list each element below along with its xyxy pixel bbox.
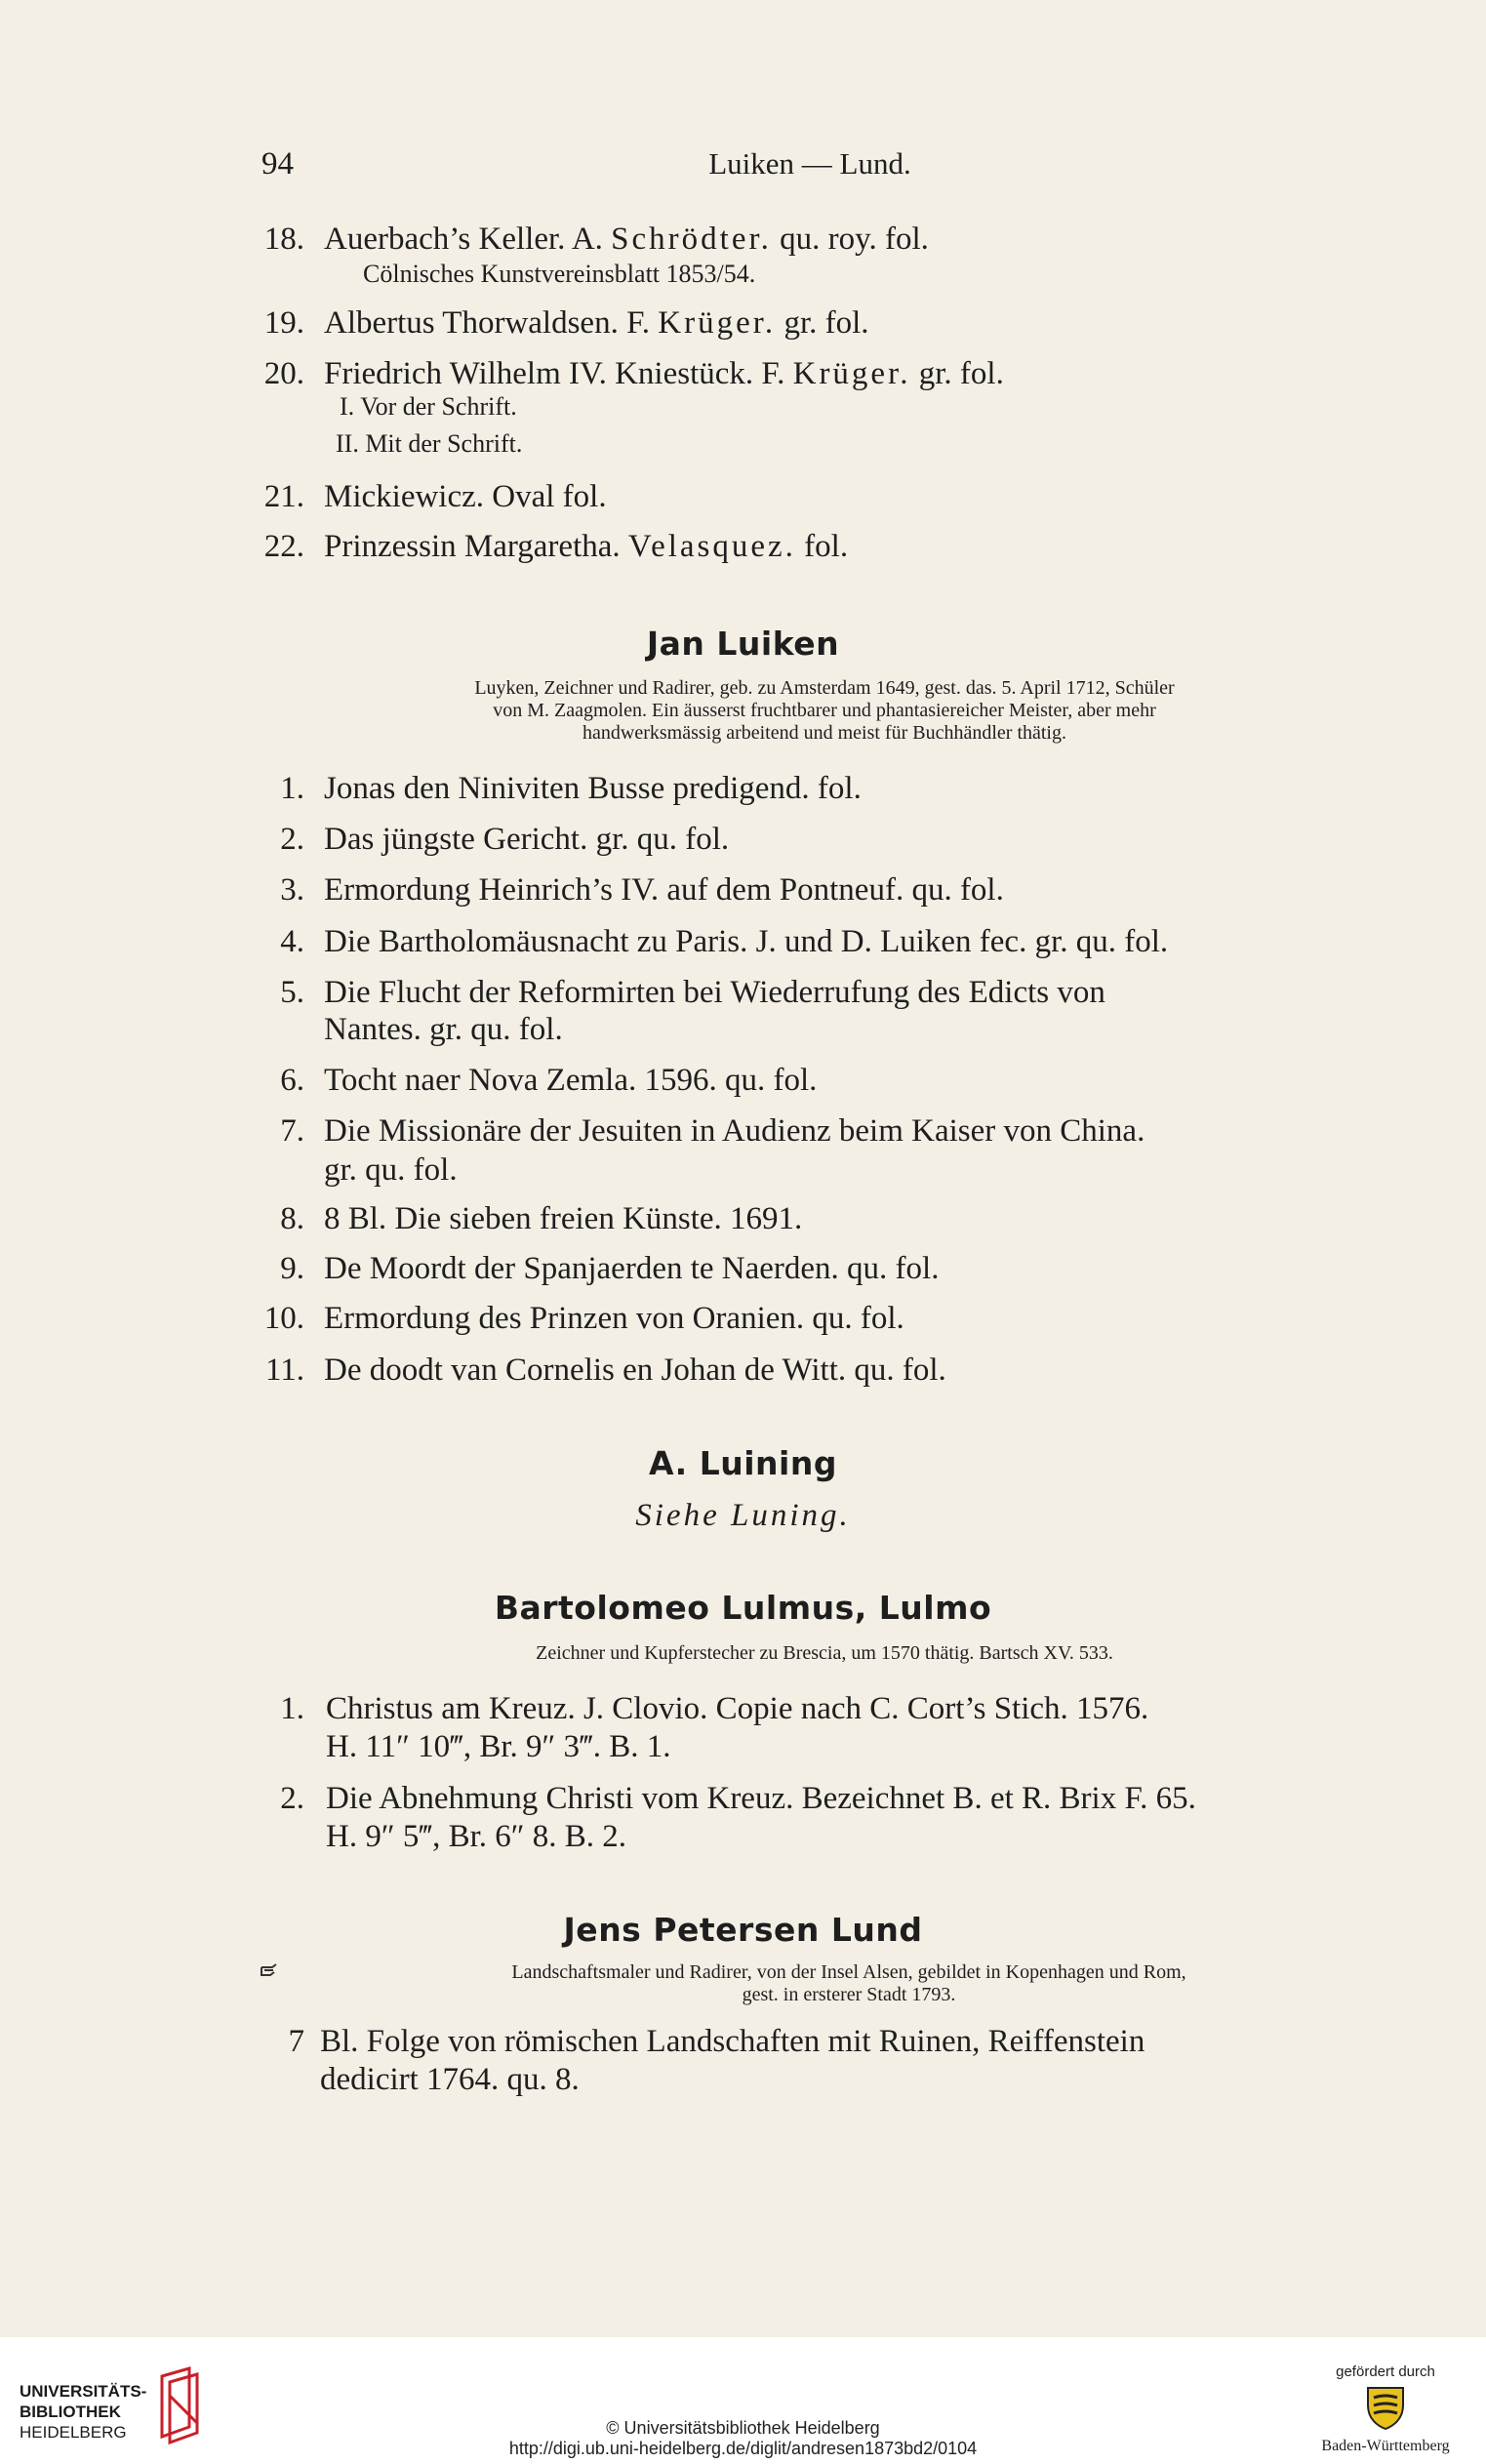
logo-line: HEIDELBERG [20,2423,127,2442]
permalink[interactable]: http://digi.ub.uni-heidelberg.de/diglit/andresen1873bd2/0104 [508,2439,978,2458]
entry-continuation: H. 9″ 5‴, Br. 6″ 8. B. 2. [326,1819,627,1854]
entry-number: 18. [263,222,304,257]
artist-bio [312,1961,1386,2006]
entry-text: Ermordung des Prinzen von Oranien. qu. fol. [324,1301,904,1336]
bio-line: gest. in ersterer Stadt 1793. [742,1984,956,2005]
entry-format: gr. fol. [776,305,869,341]
entry-text: Die Bartholomäusnacht zu Paris. J. und D. Luiken fec. gr. qu. fol. [324,924,1169,959]
page-number: 94 [261,146,294,182]
logo-line: BIBLIOTHEK [20,2403,121,2421]
bio-line: handwerksmässig arbeitend und meist für Buchhändler thätig. [582,722,1066,744]
entry-text: Tocht naer Nova Zemla. 1596. qu. fol. [324,1063,818,1098]
entry-format: gr. fol. [910,356,1004,391]
entry-text: Friedrich Wilhelm IV. Kniestück. F. [324,356,793,391]
bio-line: Landschaftsmaler und Radirer, von der Insel Alsen, gebildet in Kopenhagen und Rom, [511,1961,1186,1983]
entry-text: Die Missionäre der Jesuiten in Audienz beim Kaiser von China. [324,1113,1145,1149]
entry-artist: Schrödter. [611,222,772,257]
entry-number: 9. [280,1251,304,1286]
entry-format: qu. roy. fol. [771,222,929,257]
entry-format: fol. [795,529,849,564]
funder-name: Baden-Württemberg [1321,2438,1450,2454]
copyright-notice: © Universitätsbibliothek Heidelberg [606,2418,880,2438]
entry-number: 8. [280,1201,304,1236]
artist-bio [273,677,1376,745]
entry-continuation: H. 11″ 10‴, Br. 9″ 3‴. B. 1. [326,1729,671,1764]
entry-number: 20. [263,356,304,391]
entry-number: 6. [280,1063,304,1098]
entry-text: De Moordt der Spanjaerden te Naerden. qu. fol. [324,1251,940,1286]
entry-note: II. Mit der Schrift. [336,429,523,458]
entry-number: 19. [263,305,304,341]
entry-text: 8 Bl. Die sieben freien Künste. 1691. [324,1201,803,1236]
section-heading: A. Luining [649,1444,837,1482]
entry-text: Albertus Thorwaldsen. F. [324,305,659,341]
entry-text: Das jüngste Gericht. gr. qu. fol. [324,822,730,857]
entry-continuation: gr. qu. fol. [324,1152,458,1188]
bio-line: Luyken, Zeichner und Radirer, geb. zu Amsterdam 1649, gest. das. 5. April 1712, Schüler [474,677,1175,699]
pointing-hand-icon [261,1963,280,1979]
coat-of-arms-icon [1364,2384,1407,2431]
running-title: Luiken — Lund. [708,146,911,181]
entry-artist: Krüger. [658,305,777,341]
entry-note: I. Vor der Schrift. [340,392,517,421]
section-heading: Jan Luiken [646,625,840,663]
entry-text: Bl. Folge von römischen Landschaften mit Ruinen, Reiffenstein [320,2024,1145,2059]
entry-number: 2. [280,822,304,857]
entry-number: 2. [280,1781,304,1816]
bio-line: von M. Zaagmolen. Ein äusserst fruchtbarer und phantasiereicher Meister, aber mehr [493,700,1156,721]
entry-number: 3. [280,872,304,908]
entry-number: 11. [264,1353,304,1388]
cross-reference: Siehe Luning. [635,1498,851,1533]
entry-number: 4. [280,924,304,959]
section-heading: Jens Petersen Lund [563,1911,923,1949]
entry-text: Mickiewicz. Oval fol. [324,479,607,514]
entry-text: Jonas den Niniviten Busse predigend. fol. [324,771,862,806]
entry-continuation: dedicirt 1764. qu. 8. [320,2062,580,2097]
section-heading: Bartolomeo Lulmus, Lulmo [494,1589,992,1627]
entry-artist: Krüger. [792,356,911,391]
entry-number: 5. [280,975,304,1010]
entry-number: 7. [280,1113,304,1149]
entry-artist: Velasquez. [627,529,796,564]
entry-text: De doodt van Cornelis en Johan de Witt. qu. fol. [324,1353,946,1388]
entry-number: 10. [263,1301,304,1336]
entry-number: 21. [263,479,304,514]
entry-text: Auerbach’s Keller. A. [324,222,612,257]
entry-number: 1. [280,1691,304,1726]
entry-continuation: Nantes. gr. qu. fol. [324,1012,563,1047]
entry-text: Christus am Kreuz. J. Clovio. Copie nach C. Cort’s Stich. 1576. [326,1691,1149,1726]
entry-number: 22. [263,529,304,564]
entry-text: Die Abnehmung Christi vom Kreuz. Bezeichnet B. et R. Brix F. 65. [326,1781,1196,1816]
logo-line: UNIVERSITÄTS- [20,2382,147,2401]
entry-text: Prinzessin Margaretha. [324,529,628,564]
funding-label: gefördert durch [1336,2363,1435,2380]
entry-text: Ermordung Heinrich’s IV. auf dem Pontneuf. qu. fol. [324,872,1004,908]
entry-text: Die Flucht der Reformirten bei Wiederrufung des Edicts von [324,975,1105,1010]
entry-number: 1. [280,771,304,806]
entry-number: 7 [288,2024,304,2059]
artist-bio: Zeichner und Kupferstecher zu Brescia, um 1570 thätig. Bartsch XV. 533. [536,1642,1113,1664]
entry-note: Cölnisches Kunstvereinsblatt 1853/54. [363,260,756,288]
